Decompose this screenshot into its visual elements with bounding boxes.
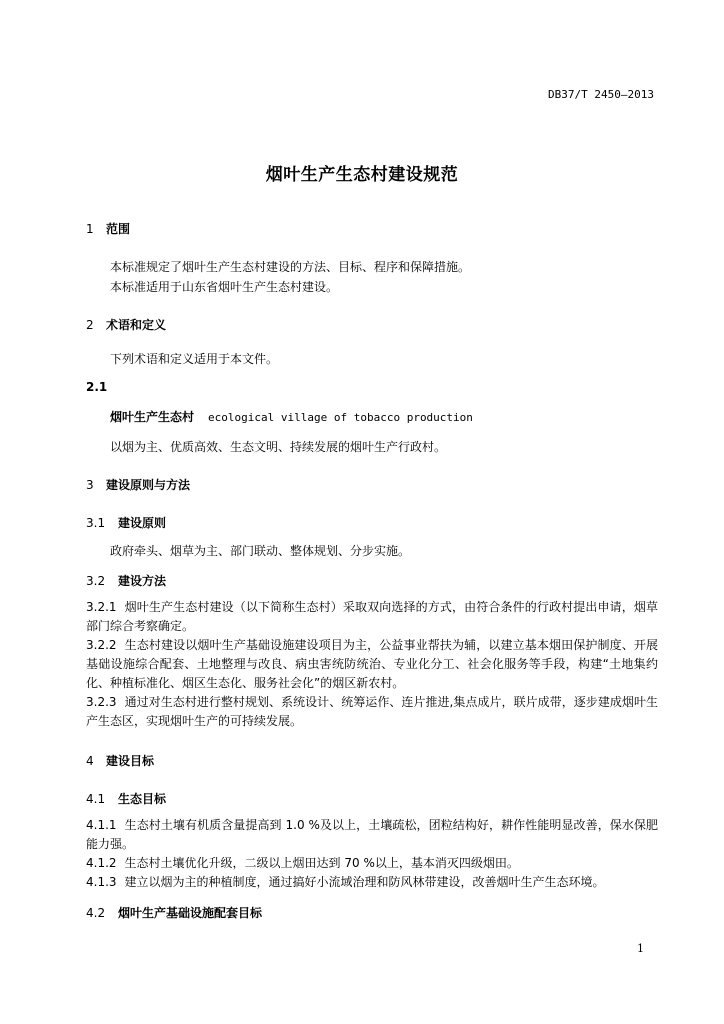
section-title: 生态目标 bbox=[118, 792, 167, 806]
scope-paragraph-1: 本标准规定了烟叶生产生态村建设的方法、目标、程序和保障措施。 bbox=[110, 260, 471, 274]
clause-number: 4.1.2 bbox=[86, 856, 117, 870]
section-title: 范围 bbox=[106, 222, 131, 236]
clause-number: 4.1.3 bbox=[86, 875, 117, 889]
section-title: 建设方法 bbox=[118, 574, 167, 588]
standard-code: DB37/T 2450—2013 bbox=[548, 88, 654, 101]
term-2-1-number: 2.1 bbox=[86, 380, 108, 394]
section-number: 4 bbox=[86, 754, 94, 768]
section-number: 4.1 bbox=[86, 792, 106, 806]
clause-text: 烟叶生产生态村建设（以下简称生态村）采取双向选择的方式，由符合条件的行政村提出申请，烟草部门综合考察确定。 bbox=[86, 600, 658, 633]
section-number: 1 bbox=[86, 222, 94, 236]
clause-number: 3.2.3 bbox=[86, 695, 117, 709]
section-4-1-heading bbox=[86, 790, 166, 807]
section-1-heading bbox=[86, 220, 130, 237]
term-english: ecological village of tobacco production bbox=[208, 411, 473, 424]
clause-3-2-2 bbox=[86, 636, 658, 693]
page-number: 1 bbox=[637, 942, 644, 955]
section-3-heading bbox=[86, 476, 190, 493]
clause-3-2-1 bbox=[86, 598, 658, 636]
section-2-heading bbox=[86, 316, 166, 333]
section-title: 建设目标 bbox=[106, 754, 155, 768]
term-chinese: 烟叶生产生态村 bbox=[110, 410, 195, 424]
clause-4-1-2 bbox=[86, 854, 658, 873]
clause-number: 3.2.1 bbox=[86, 600, 117, 614]
clause-4-1-3 bbox=[86, 873, 658, 892]
clause-text: 建立以烟为主的种植制度，通过搞好小流域治理和防风林带建设，改善烟叶生产生态环境。 bbox=[124, 875, 605, 889]
clause-text: 通过对生态村进行整村规划、系统设计、统筹运作、连片推进,集点成片，联片成带，逐步建成烟叶生产生态区，实现烟叶生产的可持续发展。 bbox=[86, 695, 658, 728]
section-title: 烟叶生产基础设施配套目标 bbox=[118, 906, 263, 920]
section-4-heading bbox=[86, 752, 154, 769]
section-4-2-heading bbox=[86, 904, 262, 921]
clause-3-2-3 bbox=[86, 693, 658, 731]
clause-number: 4.1.1 bbox=[86, 818, 117, 832]
section-number: 3.2 bbox=[86, 574, 106, 588]
section-3-2-heading bbox=[86, 572, 166, 589]
term-definition: 以烟为主、优质高效、生态文明、持续发展的烟叶生产行政村。 bbox=[110, 440, 447, 454]
section-title: 建设原则 bbox=[118, 516, 167, 530]
section-title: 建设原则与方法 bbox=[106, 478, 191, 492]
term-entry bbox=[110, 408, 473, 425]
terms-intro: 下列术语和定义适用于本文件。 bbox=[110, 352, 279, 366]
clause-text: 生态村建设以烟叶生产基础设施建设项目为主，公益事业帮扶为辅，以建立基本烟田保护制度、开展基础设施综合配套、土地整理与改良、病虫害统防统治、专业化分工、社会化服务等手段，构建“土地集约化、种植标准化、烟区生态化、服务社会化”的烟区新农村。 bbox=[86, 638, 658, 690]
section-number: 2 bbox=[86, 318, 94, 332]
principle-text: 政府牵头、烟草为主、部门联动、整体规划、分步实施。 bbox=[110, 544, 411, 558]
section-number: 3 bbox=[86, 478, 94, 492]
section-title: 术语和定义 bbox=[106, 318, 167, 332]
scope-paragraph-2: 本标准适用于山东省烟叶生产生态村建设。 bbox=[110, 280, 339, 294]
section-3-1-heading bbox=[86, 514, 166, 531]
section-number: 4.2 bbox=[86, 906, 106, 920]
document-title: 烟叶生产生态村建设规范 bbox=[265, 165, 459, 185]
clause-4-1-1 bbox=[86, 816, 658, 854]
clause-text: 生态村土壤有机质含量提高到 1.0 %及以上，土壤疏松，团粒结构好，耕作性能明显改善，保水保肥能力强。 bbox=[86, 818, 658, 851]
section-number: 3.1 bbox=[86, 516, 106, 530]
clause-number: 3.2.2 bbox=[86, 638, 117, 652]
clause-text: 生态村土壤优化升级，二级以上烟田达到 70 %以上，基本消灭四级烟田。 bbox=[124, 856, 519, 870]
